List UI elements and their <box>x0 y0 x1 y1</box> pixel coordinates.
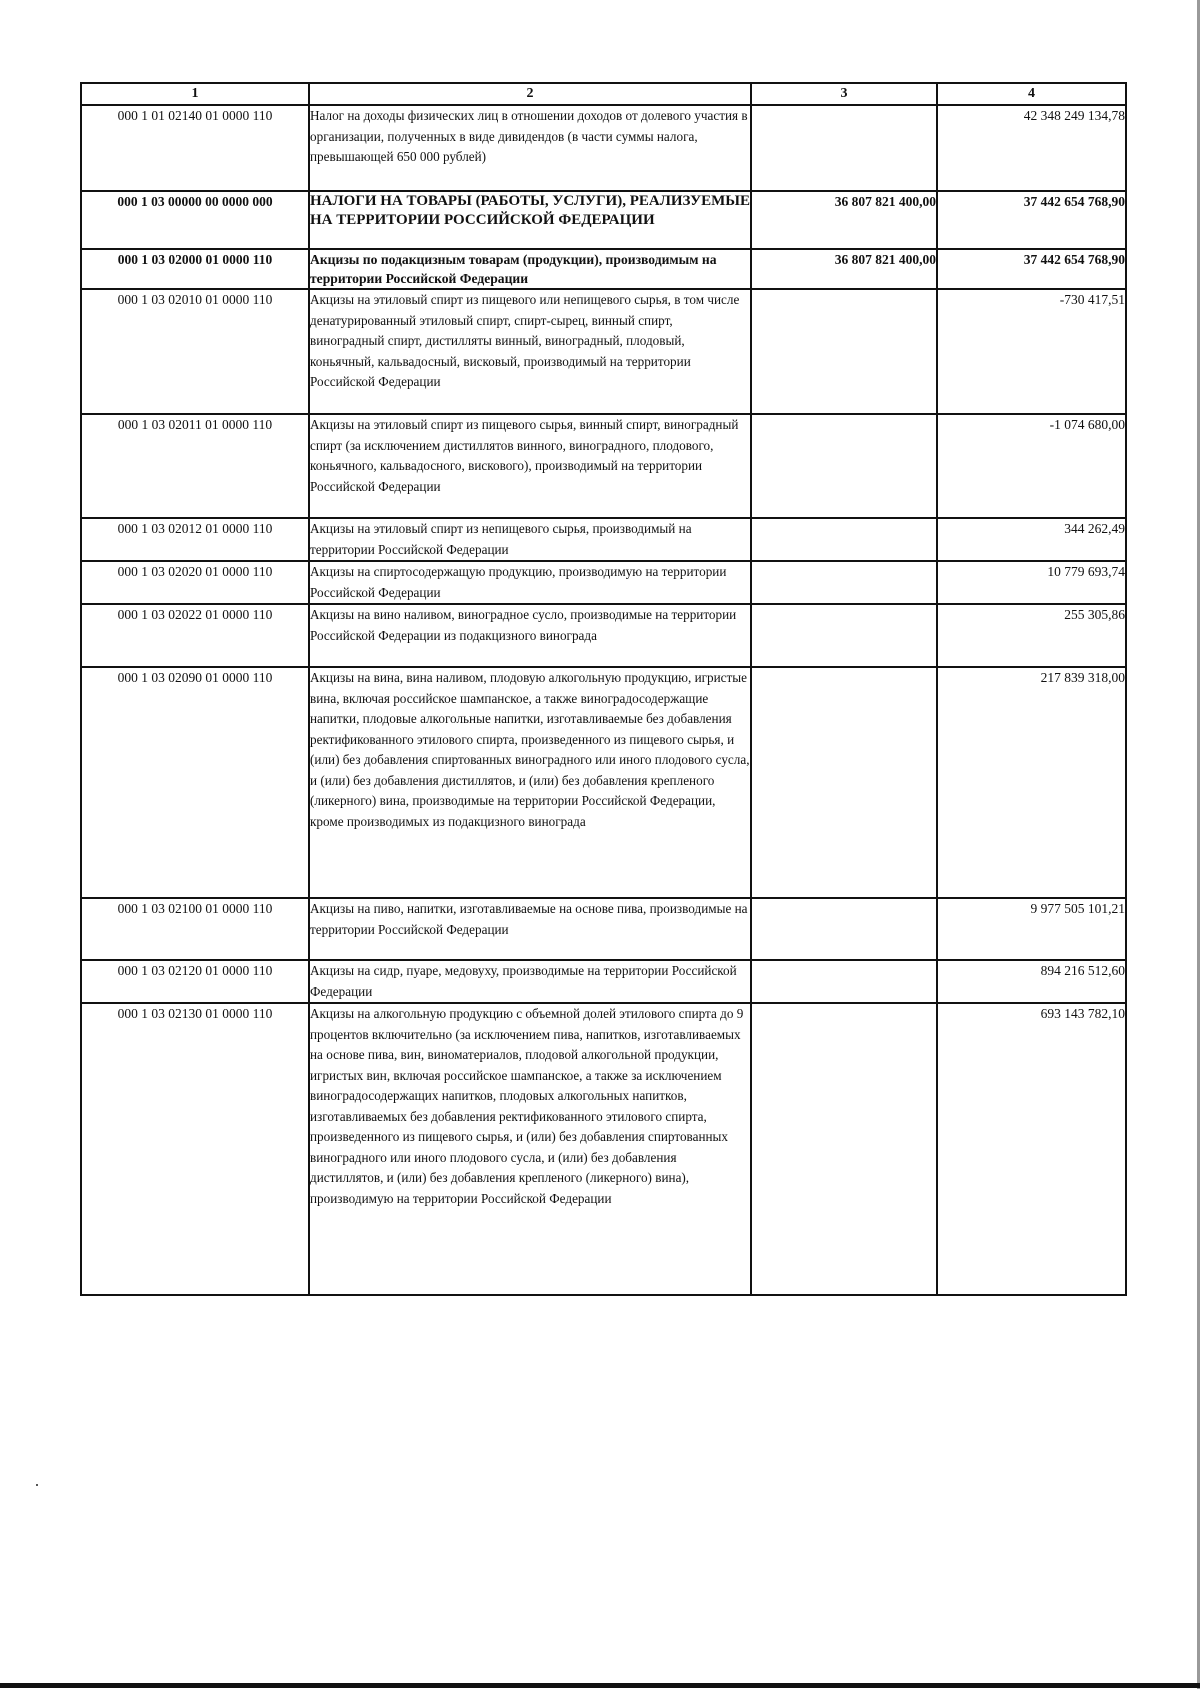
budget-code-cell: 000 1 03 02011 01 0000 110 <box>81 414 309 518</box>
table-row <box>81 105 1126 191</box>
table-row <box>81 249 1126 289</box>
budget-code-cell: 000 1 03 00000 00 0000 000 <box>81 191 309 249</box>
table-row <box>81 667 1126 898</box>
table-row <box>81 561 1126 604</box>
revenue-name-cell: Акцизы на этиловый спирт из пищевого сырья, винный спирт, виноградный спирт (за исключением дистиллятов винного, виноградного, плодового, коньячного, кальвадосного, вискового), производимый на территории Российской Федерации <box>309 414 751 518</box>
column-header-1: 1 <box>81 83 309 105</box>
table-row <box>81 604 1126 667</box>
actual-amount-cell: 894 216 512,60 <box>937 960 1126 1003</box>
table-row <box>81 898 1126 960</box>
planned-amount-cell <box>751 561 937 604</box>
budget-code-cell: 000 1 03 02012 01 0000 110 <box>81 518 309 561</box>
revenue-name-cell: Акцизы по подакцизным товарам (продукции), производимым на территории Российской Федерации <box>309 249 751 289</box>
actual-amount-cell: -730 417,51 <box>937 289 1126 414</box>
budget-code-cell: 000 1 03 02010 01 0000 110 <box>81 289 309 414</box>
planned-amount-cell <box>751 604 937 667</box>
budget-code-cell: 000 1 03 02130 01 0000 110 <box>81 1003 309 1295</box>
header-row <box>81 83 1126 105</box>
planned-amount-cell <box>751 898 937 960</box>
revenue-name-cell: Акцизы на сидр, пуаре, медовуху, производимые на территории Российской Федерации <box>309 960 751 1003</box>
revenue-name-cell: Акцизы на пиво, напитки, изготавливаемые на основе пива, производимые на территории Российской Федерации <box>309 898 751 960</box>
revenue-name-cell: Акцизы на алкогольную продукцию с объемной долей этилового спирта до 9 процентов включительно (за исключением пива, напитков, изготавливаемых на основе пива, вин, виноматериалов, плодовой алкогольной продукции, игристых вин, включая российское шампанское, а также за исключением виноградосодержащих напитков, плодовых алкогольных напитков, изготавливаемых без добавления ректификованного этилового спирта, произведенного из пищевого сырья, и (или) без добавления спиртованных виноградного или иного плодового сусла, и (или) без добавления дистиллятов, и (или) без добавления крепленого (ликерного) вина), производимую на территории Российской Федерации <box>309 1003 751 1295</box>
revenue-name-cell: НАЛОГИ НА ТОВАРЫ (РАБОТЫ, УСЛУГИ), РЕАЛИЗУЕМЫЕ НА ТЕРРИТОРИИ РОССИЙСКОЙ ФЕДЕРАЦИИ <box>309 191 751 249</box>
budget-code-cell: 000 1 03 02000 01 0000 110 <box>81 249 309 289</box>
planned-amount-cell: 36 807 821 400,00 <box>751 191 937 249</box>
planned-amount-cell <box>751 1003 937 1295</box>
budget-code-cell: 000 1 03 02100 01 0000 110 <box>81 898 309 960</box>
actual-amount-cell: -1 074 680,00 <box>937 414 1126 518</box>
table-row <box>81 414 1126 518</box>
planned-amount-cell <box>751 518 937 561</box>
actual-amount-cell: 9 977 505 101,21 <box>937 898 1126 960</box>
planned-amount-cell <box>751 667 937 898</box>
actual-amount-cell: 37 442 654 768,90 <box>937 249 1126 289</box>
budget-code-cell: 000 1 03 02022 01 0000 110 <box>81 604 309 667</box>
actual-amount-cell: 344 262,49 <box>937 518 1126 561</box>
actual-amount-cell: 42 348 249 134,78 <box>937 105 1126 191</box>
planned-amount-cell <box>751 414 937 518</box>
budget-code-cell: 000 1 03 02020 01 0000 110 <box>81 561 309 604</box>
revenue-name-cell: Акцизы на этиловый спирт из пищевого или непищевого сырья, в том числе денатурированный этиловый спирт, спирт-сырец, винный спирт, виноградный спирт, дистилляты винный, виноградный, плодовый, коньячный, кальвадосный, висковый, производимый на территории Российской Федерации <box>309 289 751 414</box>
column-header-4: 4 <box>937 83 1126 105</box>
planned-amount-cell <box>751 960 937 1003</box>
planned-amount-cell: 36 807 821 400,00 <box>751 249 937 289</box>
scan-speck <box>36 1484 38 1486</box>
budget-code-cell: 000 1 01 02140 01 0000 110 <box>81 105 309 191</box>
budget-code-cell: 000 1 03 02120 01 0000 110 <box>81 960 309 1003</box>
revenue-name-cell: Налог на доходы физических лиц в отношении доходов от долевого участия в организации, полученных в виде дивидендов (в части суммы налога, превышающей 650 000 рублей) <box>309 105 751 191</box>
table-row <box>81 289 1126 414</box>
revenue-table <box>80 82 1127 1296</box>
planned-amount-cell <box>751 105 937 191</box>
revenue-name-cell: Акцизы на вина, вина наливом, плодовую алкогольную продукцию, игристые вина, включая российское шампанское, а также виноградосодержащие напитки, плодовые алкогольные напитки, изготавливаемые без добавления ректификованного этилового спирта, произведенного из пищевого сырья, и (или) без добавления спиртованных виноградного или иного плодового сусла, и (или) без добавления дистиллятов, и (или) без добавления крепленого (ликерного) вина, производимые на территории Российской Федерации, кроме производимых из подакцизного винограда <box>309 667 751 898</box>
table-row <box>81 960 1126 1003</box>
actual-amount-cell: 693 143 782,10 <box>937 1003 1126 1295</box>
revenue-name-cell: Акцизы на вино наливом, виноградное сусло, производимые на территории Российской Федерации из подакцизного винограда <box>309 604 751 667</box>
actual-amount-cell: 255 305,86 <box>937 604 1126 667</box>
revenue-name-cell: Акцизы на спиртосодержащую продукцию, производимую на территории Российской Федерации <box>309 561 751 604</box>
actual-amount-cell: 37 442 654 768,90 <box>937 191 1126 249</box>
table-row <box>81 518 1126 561</box>
revenue-name-cell: Акцизы на этиловый спирт из непищевого сырья, производимый на территории Российской Федерации <box>309 518 751 561</box>
table-row <box>81 191 1126 249</box>
scan-bottom-edge <box>0 1683 1200 1688</box>
actual-amount-cell: 217 839 318,00 <box>937 667 1126 898</box>
column-header-2: 2 <box>309 83 751 105</box>
actual-amount-cell: 10 779 693,74 <box>937 561 1126 604</box>
column-header-3: 3 <box>751 83 937 105</box>
budget-code-cell: 000 1 03 02090 01 0000 110 <box>81 667 309 898</box>
table-row <box>81 1003 1126 1295</box>
planned-amount-cell <box>751 289 937 414</box>
